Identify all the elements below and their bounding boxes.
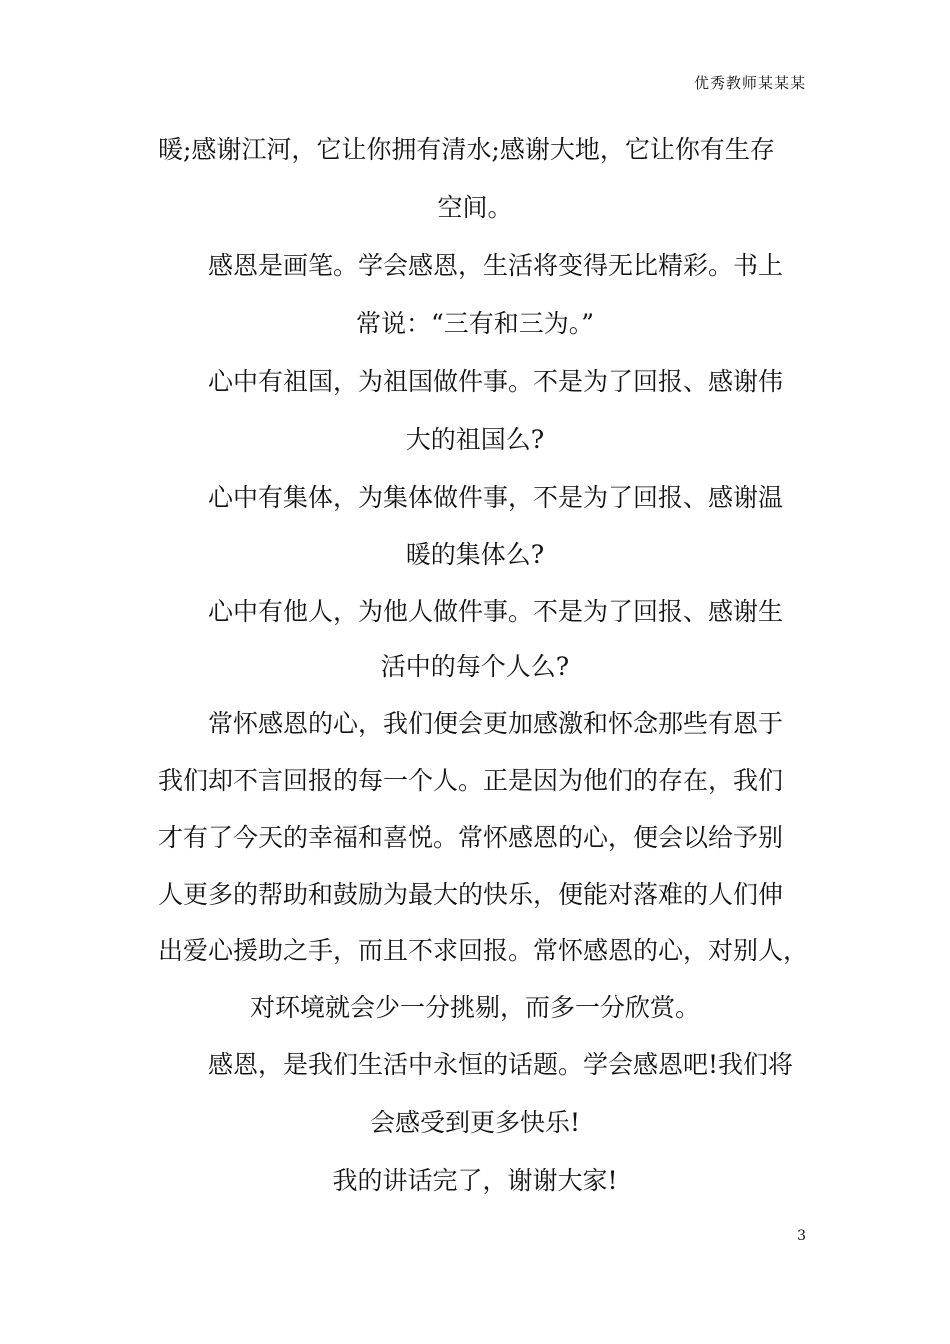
text-line: 人更多的帮助和鼓励为最大的快乐，便能对落难的人们伸: [158, 880, 784, 909]
text-line: 我们却不言回报的每一个人。正是因为他们的存在，我们: [158, 766, 784, 795]
text-line: 心中有祖国，为祖国做件事。不是为了回报、感谢伟: [208, 367, 784, 396]
page-number: 3: [797, 1228, 806, 1244]
text-line: 心中有他人，为他人做件事。不是为了回报、感谢生: [208, 597, 784, 626]
page-header-author: 优秀教师某某某: [693, 74, 806, 92]
text-line: 对环境就会少一分挑剔，而多一分欣赏。: [249, 993, 700, 1022]
text-line: 我的讲话完了，谢谢大家!: [332, 1166, 618, 1195]
text-line: 会感受到更多快乐!: [369, 1108, 581, 1137]
text-line: 心中有集体，为集体做件事，不是为了回报、感谢温: [208, 483, 784, 512]
text-line: 感恩，是我们生活中永恒的话题。学会感恩吧!我们将: [208, 1050, 794, 1079]
text-line: 活中的每个人么?: [380, 652, 570, 681]
text-line: 常怀感恩的心，我们便会更加感激和怀念那些有恩于: [208, 709, 784, 738]
text-line: 出爱心援助之手，而且不求回报。常怀感恩的心，对别人，: [158, 936, 809, 965]
text-line: 感恩是画笔。学会感恩，生活将变得无比精彩。书上: [208, 251, 784, 280]
text-line: 暖;感谢江河，它让你拥有清水;感谢大地，它让你有生存: [158, 135, 775, 164]
text-line: 暖的集体么?: [405, 540, 545, 569]
text-line: 大的祖国么?: [405, 425, 545, 454]
text-line: 常说：“三有和三为。”: [355, 309, 595, 338]
text-line: 才有了今天的幸福和喜悦。常怀感恩的心，便会以给予别: [158, 823, 784, 852]
text-line: 空间。: [437, 193, 513, 222]
